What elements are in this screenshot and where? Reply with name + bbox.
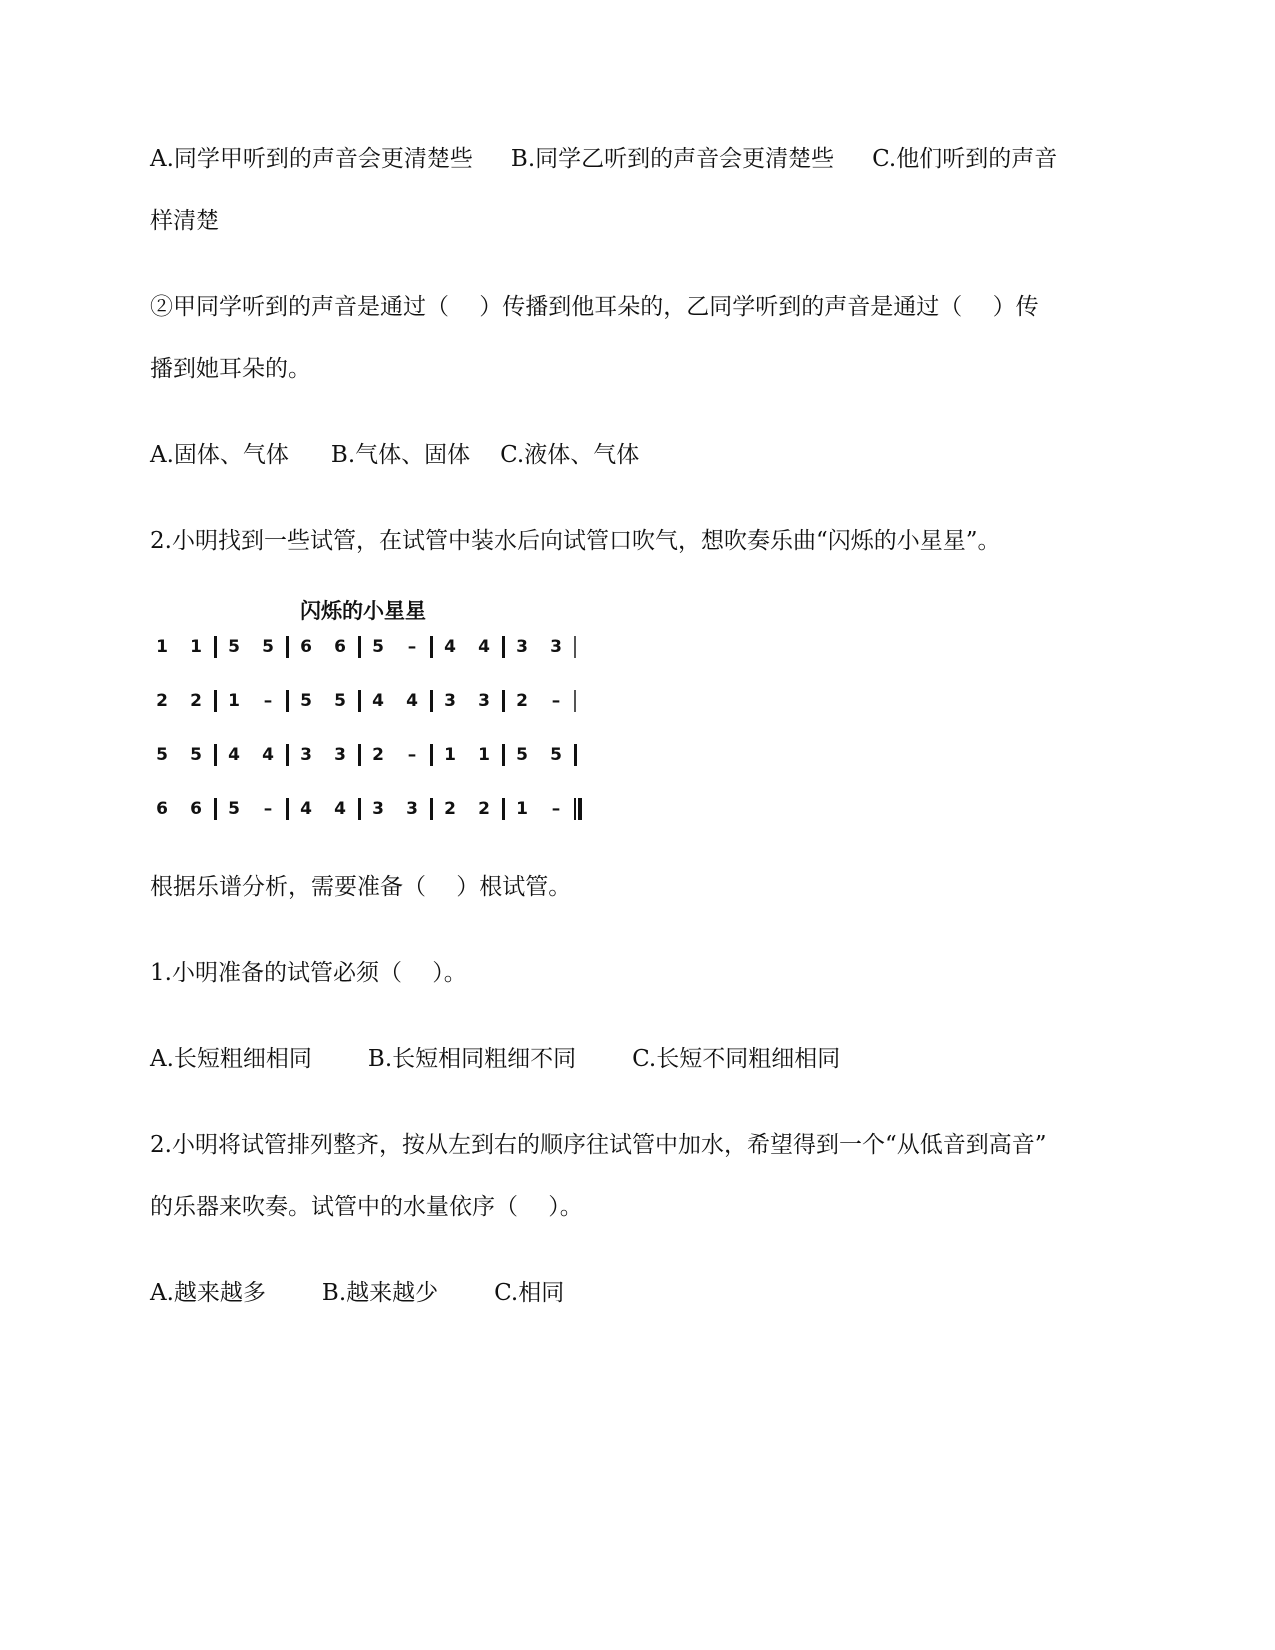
score-note: 1 <box>478 745 490 765</box>
score-note: 3 <box>300 745 312 765</box>
score-barline <box>358 744 361 766</box>
score-note: 6 <box>190 799 202 819</box>
score-note: 6 <box>156 799 168 819</box>
music-score-image <box>150 598 620 868</box>
score-barline <box>430 690 433 712</box>
q2-sub2-line2: 的乐器来吹奏。试管中的水量依序（ ）。 <box>150 1194 583 1220</box>
score-barline <box>214 798 217 820</box>
score-barline <box>574 690 576 712</box>
score-note: 2 <box>190 691 202 711</box>
q2-sub1-option-a: A.长短粗细相同 <box>150 1046 312 1072</box>
score-note: 3 <box>550 637 562 657</box>
q1-part2-option-b: B.气体、固体 <box>330 442 471 468</box>
q1-option-c-continuation: 样清楚 <box>150 208 219 234</box>
score-dash: – <box>551 691 561 711</box>
q2-question: 根据乐谱分析，需要准备（ ）根试管。 <box>150 874 572 900</box>
score-note: 2 <box>156 691 168 711</box>
score-barline <box>214 744 217 766</box>
score-barline <box>358 636 361 658</box>
score-barline <box>502 798 505 820</box>
q2-sub1-question: 1.小明准备的试管必须（ ）。 <box>150 960 467 986</box>
score-note: 5 <box>334 691 346 711</box>
score-barline <box>502 690 505 712</box>
q1-part2-option-a: A.固体、气体 <box>150 442 289 468</box>
score-barline <box>214 636 217 658</box>
score-note: 5 <box>190 745 202 765</box>
score-dash: – <box>551 799 561 819</box>
score-note: 1 <box>228 691 240 711</box>
q2-sub2-option-b: B.越来越少 <box>321 1280 439 1306</box>
q1-option-a: A.同学甲听到的声音会更清楚些 <box>150 146 473 172</box>
score-note: 1 <box>444 745 456 765</box>
score-barline <box>358 798 361 820</box>
score-note: 3 <box>444 691 456 711</box>
score-note: 4 <box>372 691 384 711</box>
score-dash: – <box>263 691 273 711</box>
score-note: 3 <box>478 691 490 711</box>
q1-option-b: B.同学乙听到的声音会更清楚些 <box>510 146 835 172</box>
score-barline <box>430 798 433 820</box>
score-dash: – <box>263 799 273 819</box>
score-note: 3 <box>334 745 346 765</box>
score-note: 4 <box>228 745 240 765</box>
q1-option-c: C.他们听到的声音 <box>872 146 1058 172</box>
q1-part2-line1: ②甲同学听到的声音是通过（ ）传播到他耳朵的，乙同学听到的声音是通过（ ）传 <box>150 294 1039 320</box>
q2-sub1-options <box>150 1044 840 1074</box>
q1-part2-line2: 播到她耳朵的。 <box>150 356 311 382</box>
score-barline <box>574 744 577 766</box>
score-note: 4 <box>262 745 274 765</box>
score-barline <box>286 690 289 712</box>
score-note: 1 <box>156 637 168 657</box>
score-barline <box>286 744 289 766</box>
score-note: 1 <box>516 799 528 819</box>
score-note: 4 <box>406 691 418 711</box>
score-barline <box>502 636 505 658</box>
score-note: 6 <box>300 637 312 657</box>
score-dash: – <box>407 745 417 765</box>
score-note: 2 <box>478 799 490 819</box>
q2-sub2-options <box>150 1278 564 1308</box>
score-note: 5 <box>550 745 562 765</box>
score-note: 3 <box>372 799 384 819</box>
score-note: 2 <box>372 745 384 765</box>
score-note: 3 <box>516 637 528 657</box>
q1-part2-option-c: C.液体、气体 <box>500 442 640 468</box>
score-barline <box>502 744 505 766</box>
score-note: 5 <box>516 745 528 765</box>
score-dash: – <box>407 637 417 657</box>
score-barline <box>358 690 361 712</box>
score-barline <box>286 798 289 820</box>
score-barline <box>286 636 289 658</box>
score-note: 4 <box>444 637 456 657</box>
score-note: 5 <box>262 637 274 657</box>
score-barline <box>430 744 433 766</box>
q1-part2-options <box>150 440 639 470</box>
q2-sub2-option-a: A.越来越多 <box>150 1280 266 1306</box>
score-note: 5 <box>228 799 240 819</box>
score-note: 5 <box>156 745 168 765</box>
score-note: 4 <box>300 799 312 819</box>
score-note: 4 <box>334 799 346 819</box>
q2-sub2-line1: 2.小明将试管排列整齐，按从左到右的顺序往试管中加水，希望得到一个“从低音到高音” <box>150 1132 1047 1158</box>
q2-intro: 2.小明找到一些试管，在试管中装水后向试管口吹气，想吹奏乐曲“闪烁的小星星”。 <box>150 528 1001 554</box>
score-note: 5 <box>228 637 240 657</box>
score-note: 5 <box>372 637 384 657</box>
q1-options-line <box>150 144 1057 174</box>
score-note: 2 <box>516 691 528 711</box>
score-note: 2 <box>444 799 456 819</box>
score-barline <box>430 636 433 658</box>
score-note: 4 <box>478 637 490 657</box>
score-barline <box>214 690 217 712</box>
score-note: 6 <box>334 637 346 657</box>
score-barline <box>574 636 576 658</box>
score-final-barline <box>574 798 582 820</box>
score-note: 3 <box>406 799 418 819</box>
score-note: 5 <box>300 691 312 711</box>
q2-sub1-option-c: C.长短不同粗细相同 <box>632 1046 841 1072</box>
q2-sub2-option-c: C.相同 <box>494 1280 565 1306</box>
q2-sub1-option-b: B.长短相同粗细不同 <box>367 1046 577 1072</box>
score-title: 闪烁的小星星 <box>300 599 426 623</box>
score-note: 1 <box>190 637 202 657</box>
